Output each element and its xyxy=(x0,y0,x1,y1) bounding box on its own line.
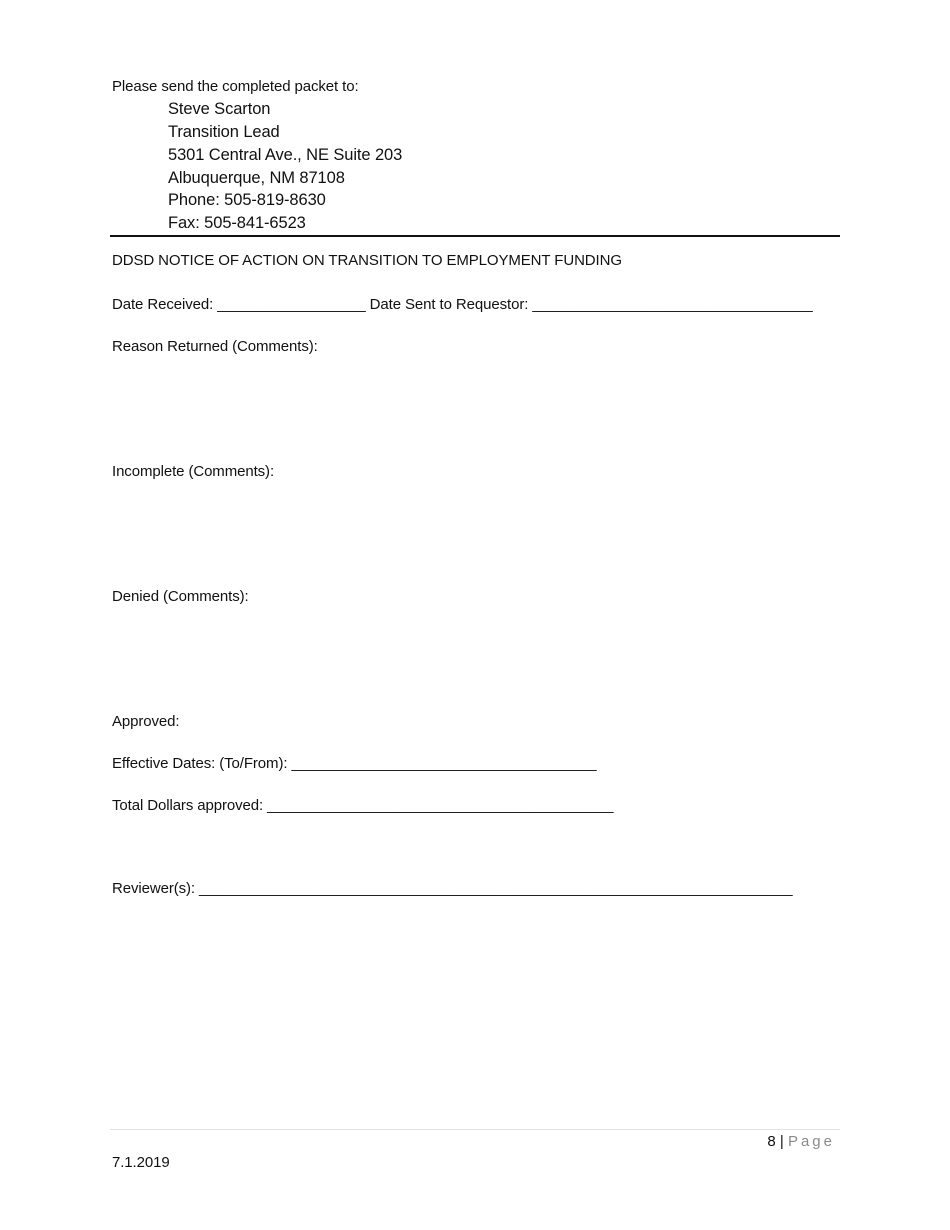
notice-heading: DDSD NOTICE OF ACTION ON TRANSITION TO EMPLOYMENT FUNDING xyxy=(112,252,622,269)
page-label: Page xyxy=(787,1133,835,1150)
reason-returned-label: Reason Returned (Comments): xyxy=(112,338,318,355)
effective-dates-line: Effective Dates: (To/From): _____________________________________ xyxy=(112,755,597,772)
date-received-line: Date Received: __________________ Date Sent to Requestor: __________________________________ xyxy=(112,296,813,313)
recipient-phone: Phone: 505-819-8630 xyxy=(168,191,326,209)
section-divider xyxy=(110,235,840,237)
reviewers-line: Reviewer(s): ________________________________________________________________________ xyxy=(112,880,793,897)
denied-label: Denied (Comments): xyxy=(112,588,249,605)
send-to-intro: Please send the completed packet to: xyxy=(112,78,359,95)
recipient-street: 5301 Central Ave., NE Suite 203 xyxy=(168,146,403,164)
page-number: 8 xyxy=(767,1133,776,1150)
recipient-city: Albuquerque, NM 87108 xyxy=(168,169,345,187)
recipient-name: Steve Scarton xyxy=(168,100,271,118)
recipient-fax: Fax: 505-841-6523 xyxy=(168,214,306,232)
total-dollars-line: Total Dollars approved: __________________________________________ xyxy=(112,797,614,814)
recipient-title: Transition Lead xyxy=(168,123,280,141)
approved-label: Approved: xyxy=(112,713,180,730)
footer-divider xyxy=(110,1129,840,1130)
page-number-block xyxy=(767,1133,835,1151)
footer-date: 7.1.2019 xyxy=(112,1154,170,1171)
incomplete-label: Incomplete (Comments): xyxy=(112,463,275,480)
page-separator: | xyxy=(779,1133,784,1150)
